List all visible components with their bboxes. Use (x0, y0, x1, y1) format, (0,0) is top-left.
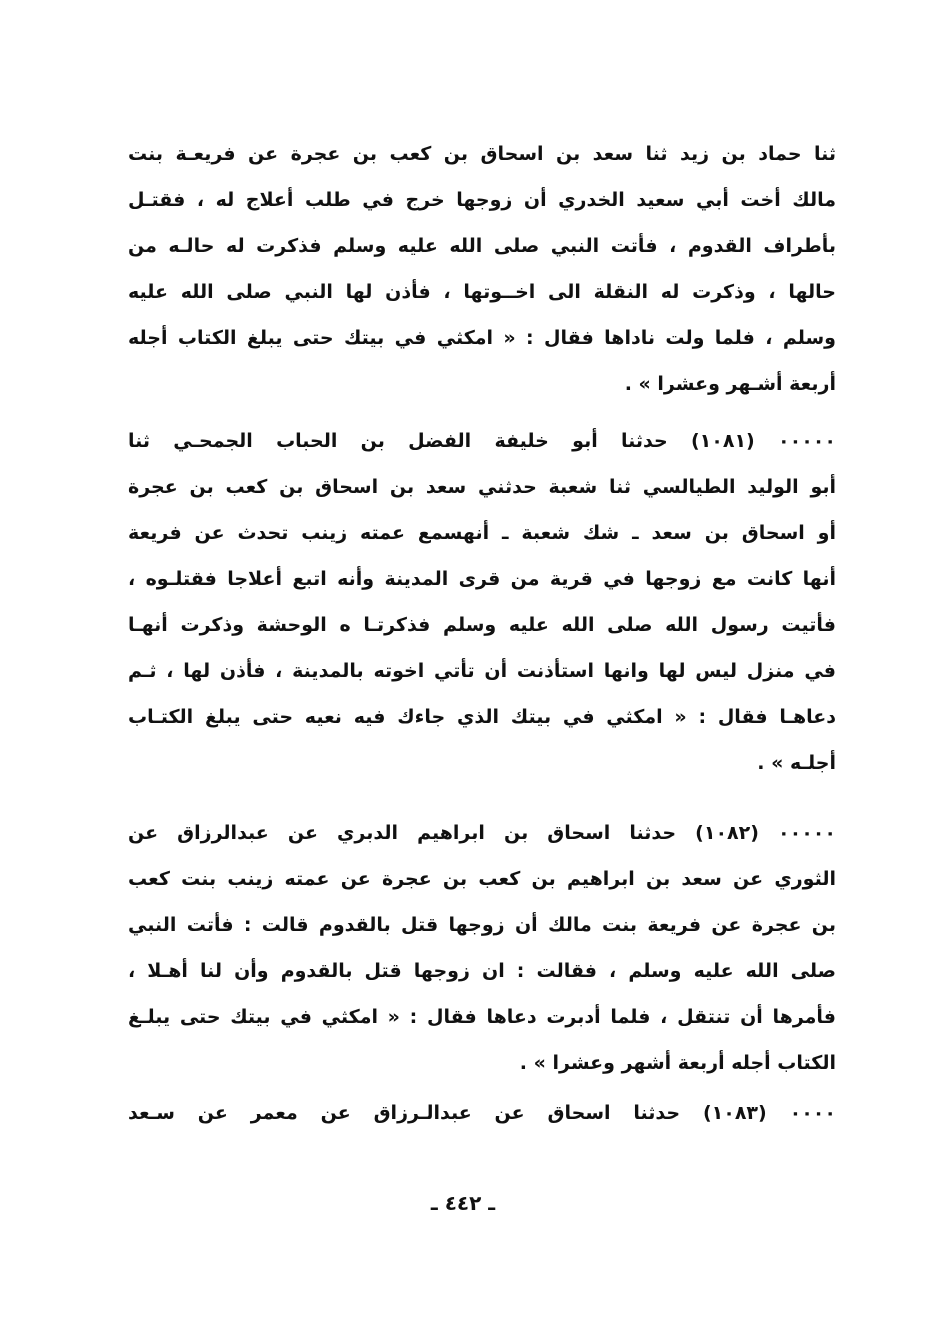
text-line: ثنا حماد بن زيد ثنا سعد بن اسحاق بن كعب بن عجرة عن فريعـة بنت (128, 143, 836, 165)
text-line: صلى الله عليه وسلم ، فقالت : ان زوجها قتل بالقدوم وأن لنا أهـلا ، (128, 960, 836, 982)
text-line: أجلـه » . (757, 752, 836, 774)
text-line: أربعة أشـهر وعشرا » . (624, 373, 836, 395)
text-line: مالك أخت أبي سعيد الخدري أن زوجها خرج في طلب أعلاج له ، فقتـل (128, 189, 836, 211)
text-line: حالها ، وذكرت له النقلة الى اخــوتها ، فأذن لها النبي صلى الله عليه (128, 281, 836, 303)
text-line: بأطراف القدوم ، فأتت النبي صلى الله عليه وسلم فذكرت له حالـه من (128, 235, 836, 257)
hadith-paragraph-1081 (128, 418, 836, 786)
text-line: ٠٠٠٠٠ (١٠٨١) حدثنا أبو خليفة الفضل بن الحباب الجمحـي ثنا (128, 430, 836, 452)
text-line: فأمرها أن تنتقل ، فلما أدبرت دعاها فقال : « امكثي في بيتك حتى يبلـغ (128, 1006, 836, 1028)
text-line: أنها كانت مع زوجها في قرية من قرى المدينة وأنه اتبع أعلاجا فقتلـوه ، (128, 568, 836, 590)
text-line: الثوري عن سعد بن ابراهيم بن كعب بن عجرة عن عمته زينب بنت كعب (128, 868, 836, 890)
text-line: وسلم ، فلما ولت ناداها فقال : « امكثي في بيتك حتى يبلغ الكتاب أجله (128, 327, 836, 349)
text-line: فأتيت رسول الله صلى الله عليه وسلم فذكرتـا ه الوحشة وذكرت أنهـا (128, 614, 836, 636)
text-line: دعاهـا فقال : « امكثي في بيتك الذي جاءك فيه نعيه حتى يبلغ الكتـاب (128, 706, 836, 728)
hadith-paragraph-1083 (128, 1090, 836, 1136)
text-line: ٠٠٠٠٠ (١٠٨٢) حدثنا اسحاق بن ابراهيم الدبري عن عبدالرزاق عن (128, 822, 836, 844)
text-line: أو اسحاق بن سعد ـ شك شعبة ـ أنهسمع عمته زينب تحدث عن فريعة (128, 522, 836, 544)
page-number: ـ ٤٤٢ ـ (430, 1191, 496, 1215)
text-line: الكتاب أجله أربعة أشهر وعشرا » . (519, 1052, 836, 1074)
hadith-paragraph-1 (128, 131, 836, 407)
hadith-paragraph-1082 (128, 810, 836, 1086)
text-line: أبو الوليد الطيالسي ثنا شعبة حدثني سعد بن اسحاق بن كعب بن عجرة (128, 476, 836, 498)
text-line: ٠٠٠٠ (١٠٨٣) حدثنا اسحاق عن عبدالـرزاق عن معمر عن سـعد (128, 1102, 836, 1124)
text-line: بن عجرة عن فريعة بنت مالك أن زوجها قتل بالقدوم قالت : فأتت النبي (128, 914, 836, 936)
text-line: في منزل ليس لها وانها استأذنت أن تأتي اخوته بالمدينة ، فأذن لها ، ثـم (128, 660, 836, 682)
